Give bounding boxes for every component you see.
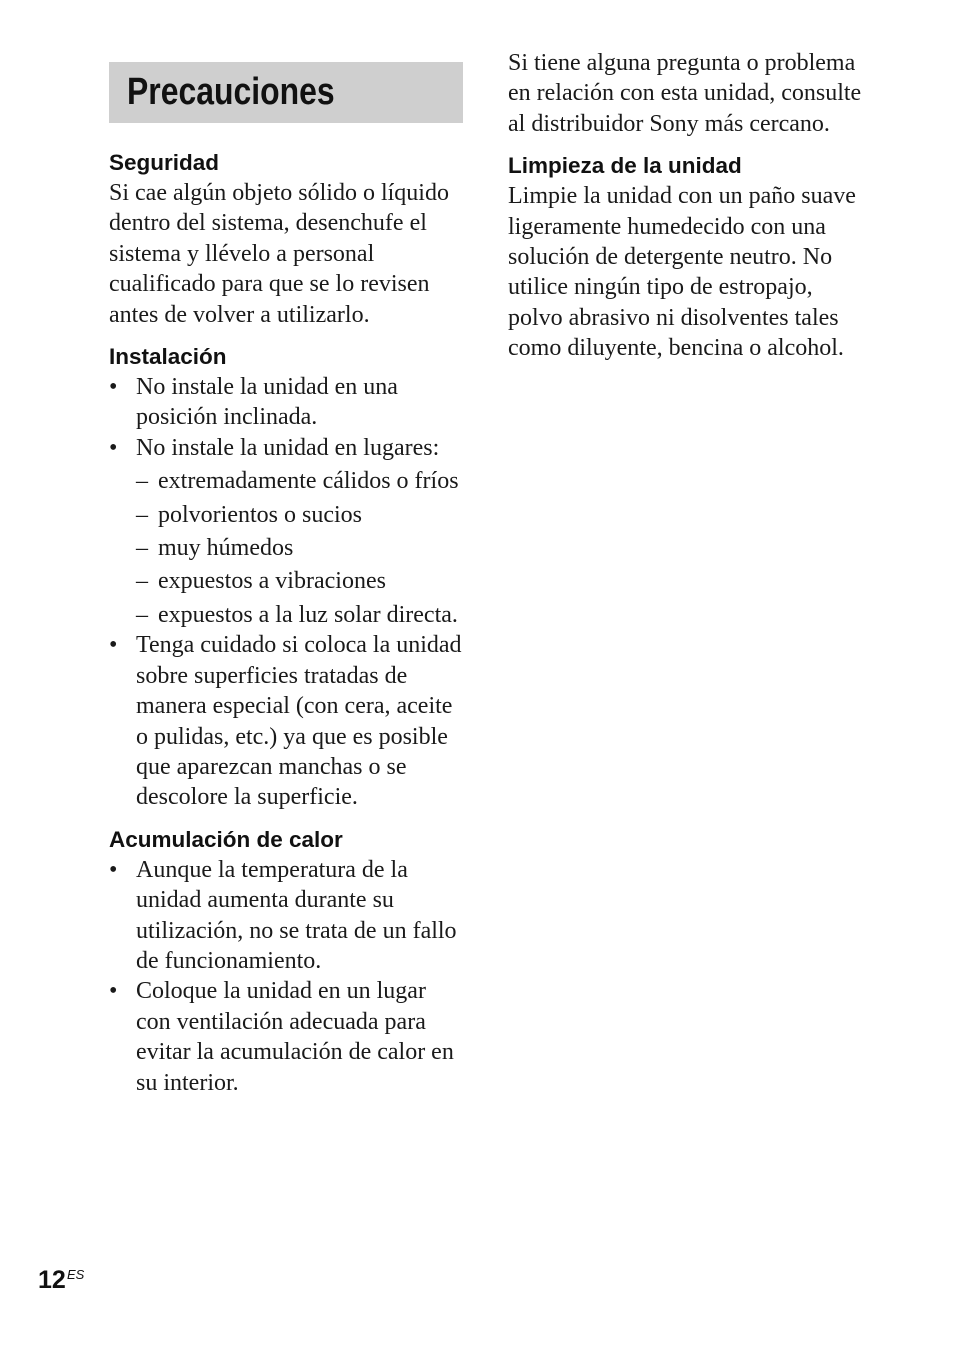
dash-mark: – [136, 601, 148, 628]
bullet-text: No instale la unidad en una posición inclinada. [136, 374, 398, 431]
instalacion-bullet-3 [109, 630, 465, 812]
sub-text: expuestos a vibraciones [158, 568, 386, 595]
instalacion-sub-2 [109, 500, 465, 530]
dash-mark: – [136, 468, 148, 495]
dash-mark: – [136, 535, 148, 562]
section-heading-instalacion: Instalación [109, 344, 227, 370]
bullet-mark: • [109, 374, 118, 401]
instalacion-sub-1 [109, 466, 465, 496]
bullet-text: Coloque la unidad en un lugar con ventilación adecuada para evitar la acumulación de calor en su interior. [136, 978, 454, 1096]
bullet-text: No instale la unidad en lugares: [136, 434, 440, 461]
bullet-text: Tenga cuidado si coloca la unidad sobre superficies tratadas de manera especial (con cera, aceite o pulidas, etc.) ya que es posible que aparezcan manchas o se descolore la superficie. [136, 632, 462, 811]
instalacion-bullet-1 [109, 372, 465, 433]
right-column [508, 48, 868, 364]
bullet-mark: • [109, 978, 118, 1005]
bullet-text: Aunque la temperatura de la unidad aumenta durante su utilización, no se trata de un fallo de funcionamiento. [136, 856, 457, 974]
page-language-code: ES [67, 1267, 85, 1282]
instalacion-bullet-2 [109, 433, 465, 463]
section-heading-limpieza: Limpieza de la unidad [508, 153, 742, 179]
section-heading-calor: Acumulación de calor [109, 826, 343, 852]
dash-mark: – [136, 501, 148, 528]
bullet-mark: • [109, 434, 118, 461]
calor-bullet-1 [109, 855, 465, 977]
sub-text: polvorientos o sucios [158, 501, 362, 528]
page-number: 12 [38, 1266, 66, 1294]
dash-mark: – [136, 568, 148, 595]
instalacion-sub-3 [109, 533, 465, 563]
pregunta-paragraph: Si tiene alguna pregunta o problema en relación con esta unidad, consulte al distribuidor Sony más cercano. [508, 50, 862, 137]
calor-bullet-2 [109, 976, 465, 1098]
instalacion-sub-5 [109, 600, 465, 630]
sub-text: extremadamente cálidos o fríos [158, 468, 459, 495]
instalacion-sub-4 [109, 566, 465, 596]
seguridad-paragraph: Si cae algún objeto sólido o líquido dentro del sistema, desenchufe el sistema y llévelo a personal cualificado para que se lo revisen antes de volver a utilizarlo. [109, 180, 449, 328]
section-heading-seguridad: Seguridad [109, 150, 220, 175]
left-column [109, 62, 465, 1098]
page-title: Precauciones [127, 71, 335, 113]
bullet-mark: • [109, 632, 118, 659]
sub-text: muy húmedos [158, 535, 294, 562]
title-banner [109, 62, 463, 123]
limpieza-paragraph: Limpie la unidad con un paño suave ligeramente humedecido con una solución de detergente neutro. No utilice ningún tipo de estropajo, polvo abrasivo ni disolventes tales como diluyente, bencina o alcohol. [508, 183, 856, 362]
bullet-mark: • [109, 856, 118, 883]
sub-text: expuestos a la luz solar directa. [158, 601, 458, 628]
